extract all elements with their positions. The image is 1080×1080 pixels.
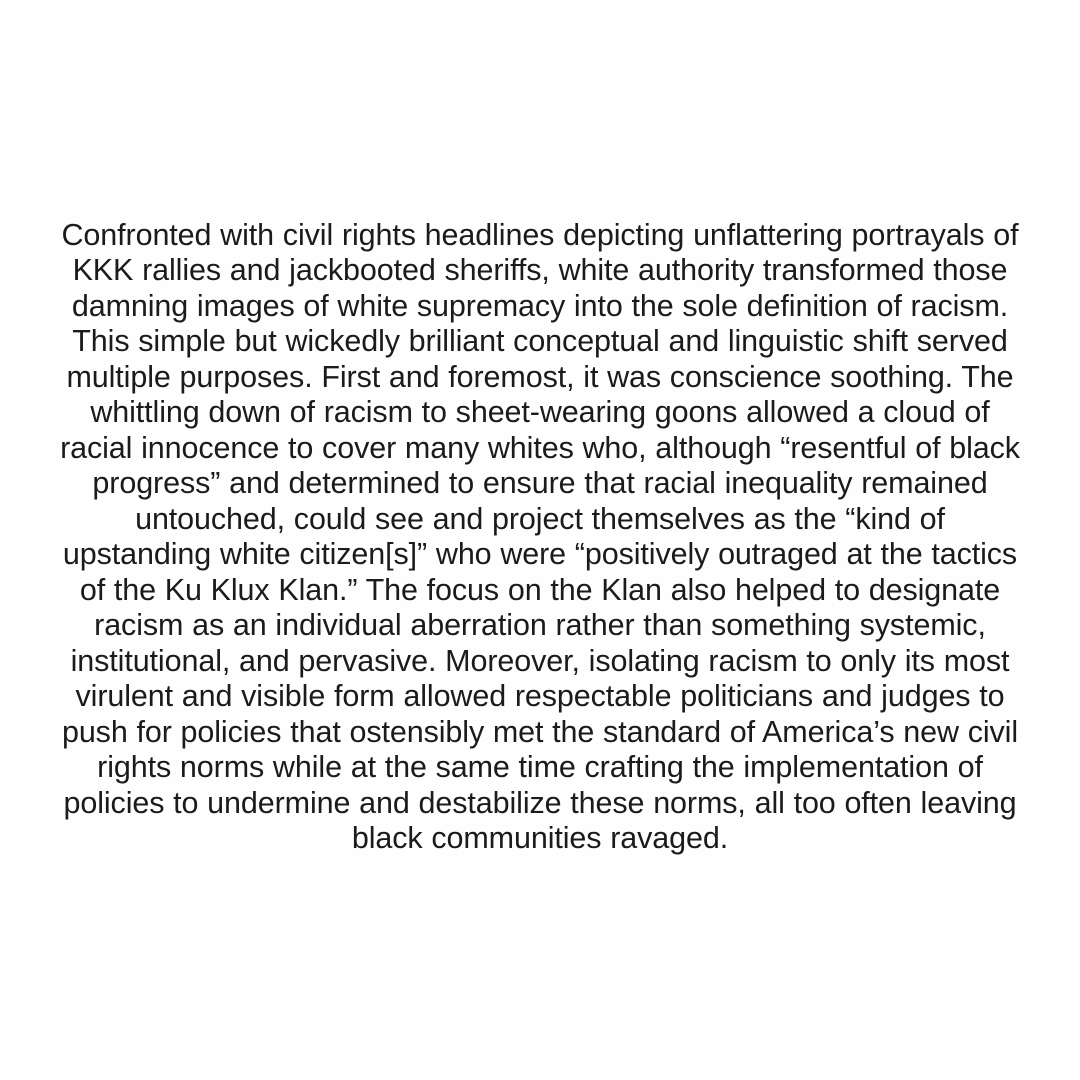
quote-block [30, 218, 1050, 857]
body-paragraph: Confronted with civil rights headlines depicting unflattering portrayals of KKK rallies and jackbooted sheriffs, white authority transformed those damning images of white supremacy into the sole definition of racism. This simple but wickedly brilliant conceptual and linguistic shift served multiple purposes. First and foremost, it was conscience soothing. The whittling down of racism to sheet-wearing goons allowed a cloud of racial innocence to cover many whites who, although “resentful of black progress” and determined to ensure that racial inequality remained untouched, could see and project themselves as the “kind of upstanding white citizen[s]” who were “positively outraged at the tactics of the Ku Klux Klan.” The focus on the Klan also helped to designate racism as an individual aberration rather than something systemic, institutional, and pervasive. Moreover, isolating racism to only its most virulent and visible form allowed respectable politicians and judges to push for policies that ostensibly met the standard of America’s new civil rights norms while at the same time crafting the implementation of policies to undermine and destabilize these norms, all too often leaving black communities ravaged. [60, 217, 1020, 855]
